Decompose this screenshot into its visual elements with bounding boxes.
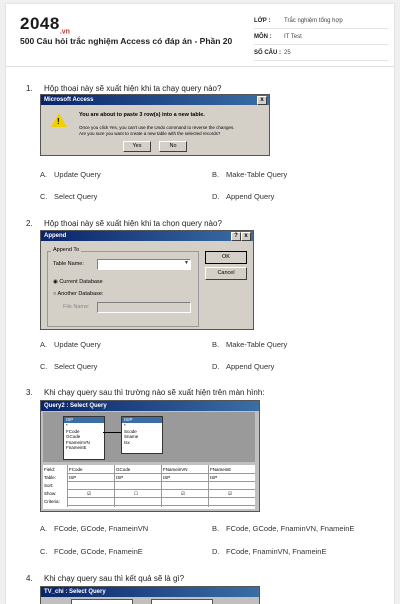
site-logo[interactable]: $2048_{.vn}$ [20,14,70,36]
grid-cell: ☑ [228,491,233,496]
close-icon: x [241,232,251,241]
document-title: 500 Câu hỏi trắc nghiệm Access có đáp án - Phần 20 [20,36,233,46]
grid-cell: ☑ [87,491,92,496]
grid-cell: ISP [163,475,171,480]
grid-line [67,465,68,507]
grid-row-label: Table: [44,475,57,480]
relationship-line [103,432,121,433]
table-field: FnameinVN [66,439,90,445]
grid-row-label: Sort: [44,483,54,488]
option-3d[interactable]: D. FCode, FnaminVN, FnameinE [212,547,327,556]
select-query-image [40,400,260,512]
file-name-label: File Name: [63,304,90,310]
query-titlebar: TV_chi : Select Query [41,587,259,597]
meta-row: LỚP : Trắc nghiệm tổng hợp [254,13,388,29]
help-icon: ? [231,232,241,241]
option-1d[interactable]: D. Append Query [212,192,275,201]
grid-cell: GCode [116,467,131,472]
option-2d[interactable]: D. Append Query [212,362,275,371]
table-field: FCode [66,428,80,434]
document-page [6,4,394,604]
dialog-detail: Are you sure you want to create a new table with the selected records? [79,131,221,136]
table-field: GCode [66,434,81,440]
dialog-titlebar: Microsoft Access x [41,95,269,105]
option-1a[interactable]: A. Update Query [40,170,101,179]
table-field: FnameinE [66,445,87,451]
grid-cell: ISP [210,475,218,480]
grid-cell: ☐ [134,491,139,496]
grid-cell: ☑ [181,491,186,496]
no-button: No [159,141,187,152]
table-field: Scode [124,428,137,434]
dialog-message: You are about to paste 3 row(s) into a new table. [79,112,205,118]
option-2c[interactable]: C. Select Query [40,362,98,371]
grid-row-label: Criteria: [44,499,60,504]
question-1: 1. Hộp thoại này sẽ xuất hiện khi ta chạy query nào? [26,84,222,93]
question-3: 3. Khi chạy query sau thì trường nào sẽ xuất hiện trên màn hình: [26,388,265,397]
dialog-titlebar: Append ? x [41,231,253,241]
msaccess-dialog-image: Microsoft Access x ! You are about to paste 3 row(s) into a new table. Once you click Yes, you can't use the Undo command to reverse the changes. Are you sure you want to create a new table with the selected records? Yes No [40,94,270,156]
option-1b[interactable]: B. Make-Table Query [212,170,288,179]
ok-button: OK [205,251,247,264]
table-name-field: ▼ [97,259,191,270]
table-box-isip: ISIP * Scode Sname Isx [121,416,163,454]
question-4: 4. Khi chạy query sau thì kết quả sẽ là gì? [26,574,185,583]
option-3a[interactable]: A. FCode, GCode, FnameinVN [40,524,149,533]
grid-cell: FNameinVN [163,467,188,472]
table-pane [43,412,255,462]
question-2: 2. Hộp thoại này sẽ xuất hiện khi ta chọn query nào? [26,219,222,228]
grid-line [208,465,209,507]
table-field: * [124,423,126,428]
table-name-label: Table Name: [53,261,84,267]
yes-button: Yes [123,141,151,152]
design-grid [43,465,255,509]
grid-row-label: Field: [44,467,56,472]
close-icon: x [257,96,267,105]
append-dialog-image [40,230,254,330]
option-1c[interactable]: C. Select Query [40,192,98,201]
option-2b[interactable]: B. Make-Table Query [212,340,288,349]
group-label: Append To [53,247,80,253]
file-name-field [97,302,191,313]
option-3b[interactable]: B. FCode, GCode, FnaminVN, FnameinE [212,524,355,533]
meta-row: MÔN : IT Test [254,29,388,45]
grid-cell: ISP [69,475,77,480]
table-field: Sname [124,434,139,440]
grid-cell: ISP [116,475,124,480]
another-db-radio: ○ Another Database: [53,291,104,297]
table-field: * [66,423,68,428]
document-meta [254,13,388,61]
grid-row-label: Show: [44,491,57,496]
grid-cell: FCode [69,467,83,472]
grid-line [161,465,162,507]
query-titlebar: Query2 : Select Query [41,401,259,411]
query4-image [40,586,260,604]
current-db-radio: ◉ Current Database [53,279,103,285]
option-3c[interactable]: C. FCode, GCode, FnameinE [40,547,143,556]
table-field: Isx [124,439,130,445]
grid-cell: FNameinE [210,467,232,472]
table-box-isp: ISP * FCode GCode FnameinVN FnameinE [63,416,105,460]
dialog-detail: Once you click Yes, you can't use the Undo command to reverse the changes. [79,125,235,130]
grid-line [114,465,115,507]
document-header [6,4,394,67]
option-2a[interactable]: A. Update Query [40,340,101,349]
cancel-button: Cancel [205,267,247,280]
meta-row: SỐ CÂU : 25 [254,45,388,61]
